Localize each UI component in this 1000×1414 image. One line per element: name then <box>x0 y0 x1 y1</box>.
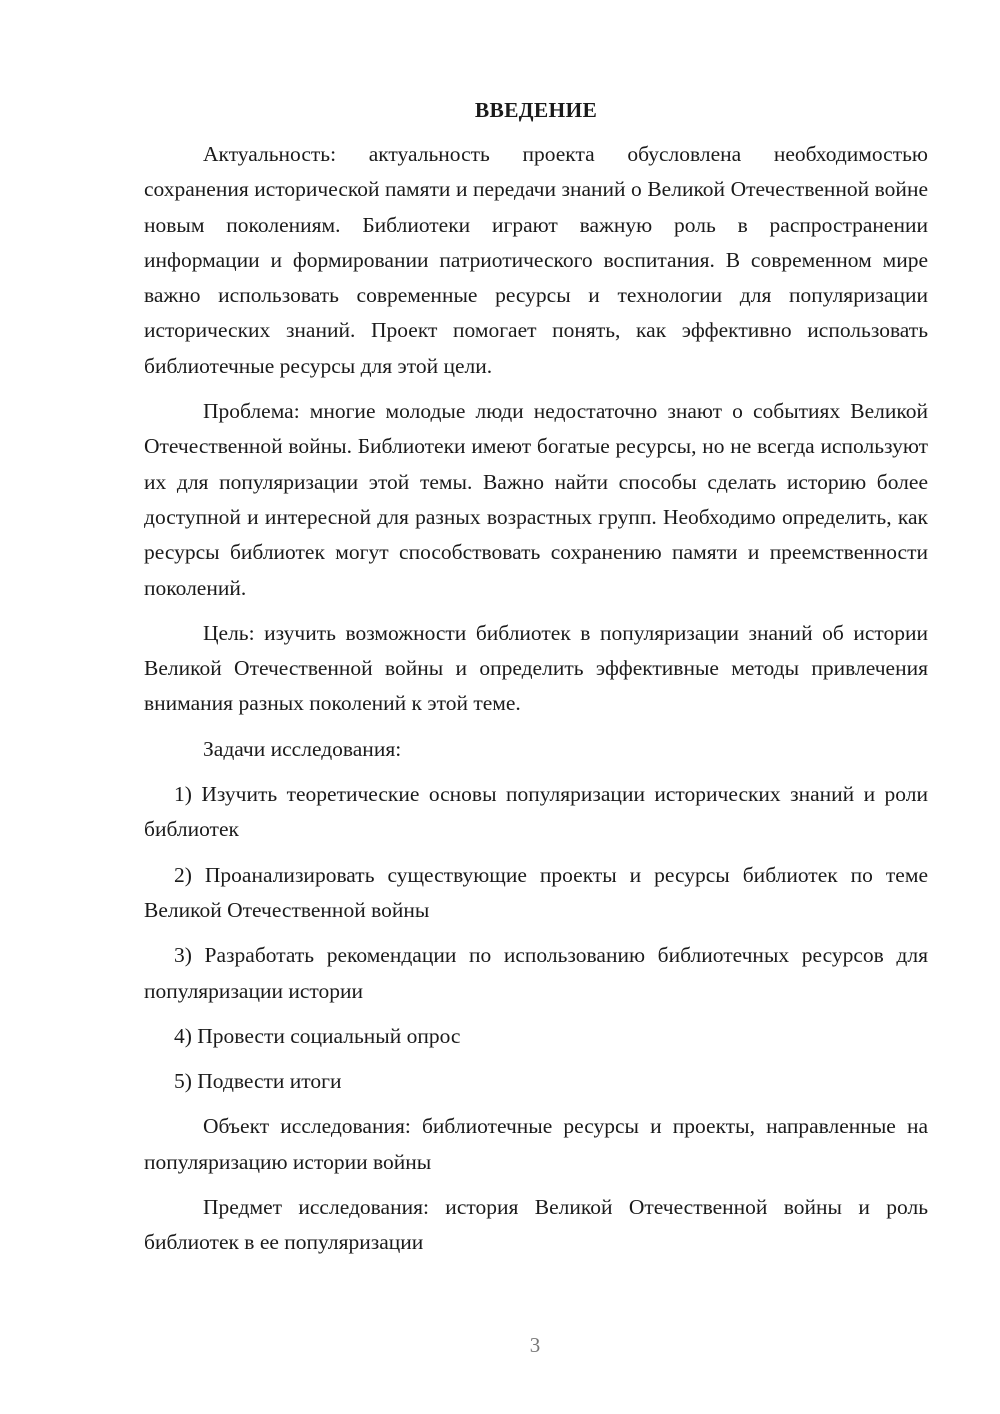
relevance-paragraph: Актуальность: актуальность проекта обусловлена необходимостью сохранения исторической памяти и передачи знаний о Великой Отечественной войне новым поколениям. Библиотеки играют важную роль в распространении информации и формировании патриотического воспитания. В современном мире важно использовать современные ресурсы и технологии для популяризации исторических знаний. Проект помогает понять, как эффективно использовать библиотечные ресурсы для этой цели. <box>144 142 928 378</box>
section-heading: ВВЕДЕНИЕ <box>474 98 598 122</box>
problem-paragraph: Проблема: многие молодые люди недостаточно знают о событиях Великой Отечественной войны. Библиотеки имеют богатые ресурсы, но не всегда используют их для популяризации этой темы. Важно найти способы сделать историю более доступной и интересной для разных возрастных групп. Необходимо определить, как ресурсы библиотек могут способствовать сохранению памяти и преемственности поколений. <box>144 399 928 600</box>
tasks-list <box>144 777 928 1099</box>
subject-paragraph: Предмет исследования: история Великой Отечественной войны и роль библиотек в ее популяризации <box>144 1195 928 1255</box>
page-content <box>144 93 928 1271</box>
task-item: 2) Проанализировать существующие проекты и ресурсы библиотек по теме Великой Отечественной войны <box>144 862 928 922</box>
tasks-title: Задачи исследования: <box>203 736 402 761</box>
task-item: 5) Подвести итоги <box>174 1069 342 1094</box>
object-paragraph: Объект исследования: библиотечные ресурсы и проекты, направленные на популяризацию истории войны <box>144 1114 928 1174</box>
goal-paragraph: Цель: изучить возможности библиотек в популяризации знаний об истории Великой Отечественной войны и определить эффективные методы привлечения внимания разных поколений к этой теме. <box>144 620 928 716</box>
task-item: 1) Изучить теоретические основы популяризации исторических знаний и роли библиотек <box>144 782 928 842</box>
task-item: 4) Провести социальный опрос <box>174 1023 461 1048</box>
task-item: 3) Разработать рекомендации по использованию библиотечных ресурсов для популяризации истории <box>144 943 928 1003</box>
page-number: 3 <box>529 1333 541 1357</box>
